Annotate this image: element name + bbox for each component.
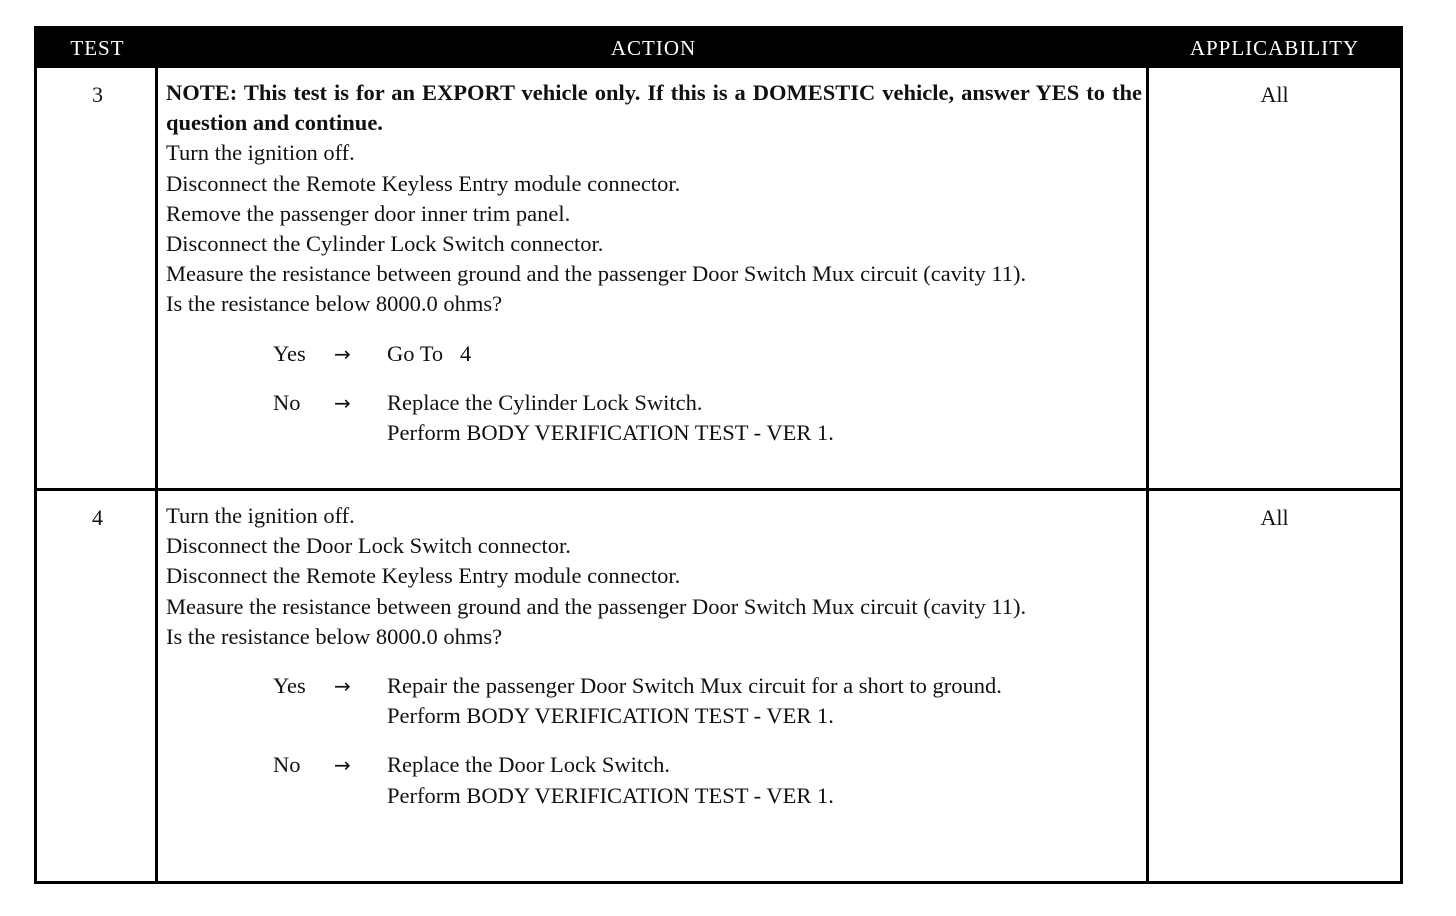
question-text: Is the resistance below 8000.0 ohms?: [166, 291, 503, 317]
step-text: Measure the resistance between ground and the passenger Door Switch Mux circuit (cavity 11).: [166, 593, 1027, 619]
test-number: 3: [92, 82, 103, 107]
result-text: Perform BODY VERIFICATION TEST - VER 1.: [387, 420, 834, 446]
no-label: No: [273, 389, 301, 415]
result-text: Replace the Door Lock Switch.: [387, 752, 671, 778]
no-label: No: [273, 752, 301, 778]
applicability-value: All: [1260, 505, 1289, 530]
result-text: Repair the passenger Door Switch Mux circuit for a short to ground.: [387, 673, 1002, 699]
result-text: Perform BODY VERIFICATION TEST - VER 1.: [387, 703, 834, 729]
yes-branch: [166, 339, 1142, 369]
header-action: ACTION: [610, 36, 697, 60]
yes-label: Yes: [273, 340, 306, 366]
step-text: Disconnect the Cylinder Lock Switch connector.: [166, 231, 604, 257]
action-cell: [166, 78, 1142, 448]
table-header: [37, 29, 1400, 68]
goto-link[interactable]: Go To 4: [387, 340, 472, 366]
header-applicability: APPLICABILITY: [1189, 36, 1360, 60]
result-text: Perform BODY VERIFICATION TEST - VER 1.: [387, 782, 834, 808]
no-branch: [166, 750, 1142, 810]
step-text: Disconnect the Door Lock Switch connector.: [166, 533, 571, 559]
note-text: NOTE: This test is for an EXPORT vehicle only. If this is a DOMESTIC vehicle, answer YES to the question and continue.: [166, 80, 1142, 136]
action-cell: [166, 501, 1142, 811]
arrow-right-icon: →: [334, 390, 351, 415]
yes-branch: [166, 671, 1142, 731]
arrow-right-icon: →: [334, 753, 351, 778]
table-row: [37, 68, 1400, 488]
step-text: Disconnect the Remote Keyless Entry module connector.: [166, 170, 681, 196]
header-test: TEST: [70, 36, 125, 60]
yes-label: Yes: [273, 673, 306, 699]
step-text: Turn the ignition off.: [166, 140, 355, 166]
step-text: Measure the resistance between ground and the passenger Door Switch Mux circuit (cavity 11).: [166, 261, 1027, 287]
diagnostic-test-table: [34, 26, 1403, 884]
table-row: [37, 491, 1400, 881]
arrow-right-icon: →: [334, 674, 351, 699]
test-number: 4: [92, 505, 103, 530]
step-text: Turn the ignition off.: [166, 503, 355, 528]
step-text: Remove the passenger door inner trim panel.: [166, 200, 571, 226]
arrow-right-icon: →: [334, 341, 351, 366]
step-text: Disconnect the Remote Keyless Entry module connector.: [166, 563, 681, 589]
result-text: Replace the Cylinder Lock Switch.: [387, 389, 703, 415]
question-text: Is the resistance below 8000.0 ohms?: [166, 623, 503, 649]
no-branch: [166, 388, 1142, 448]
applicability-value: All: [1260, 82, 1289, 107]
